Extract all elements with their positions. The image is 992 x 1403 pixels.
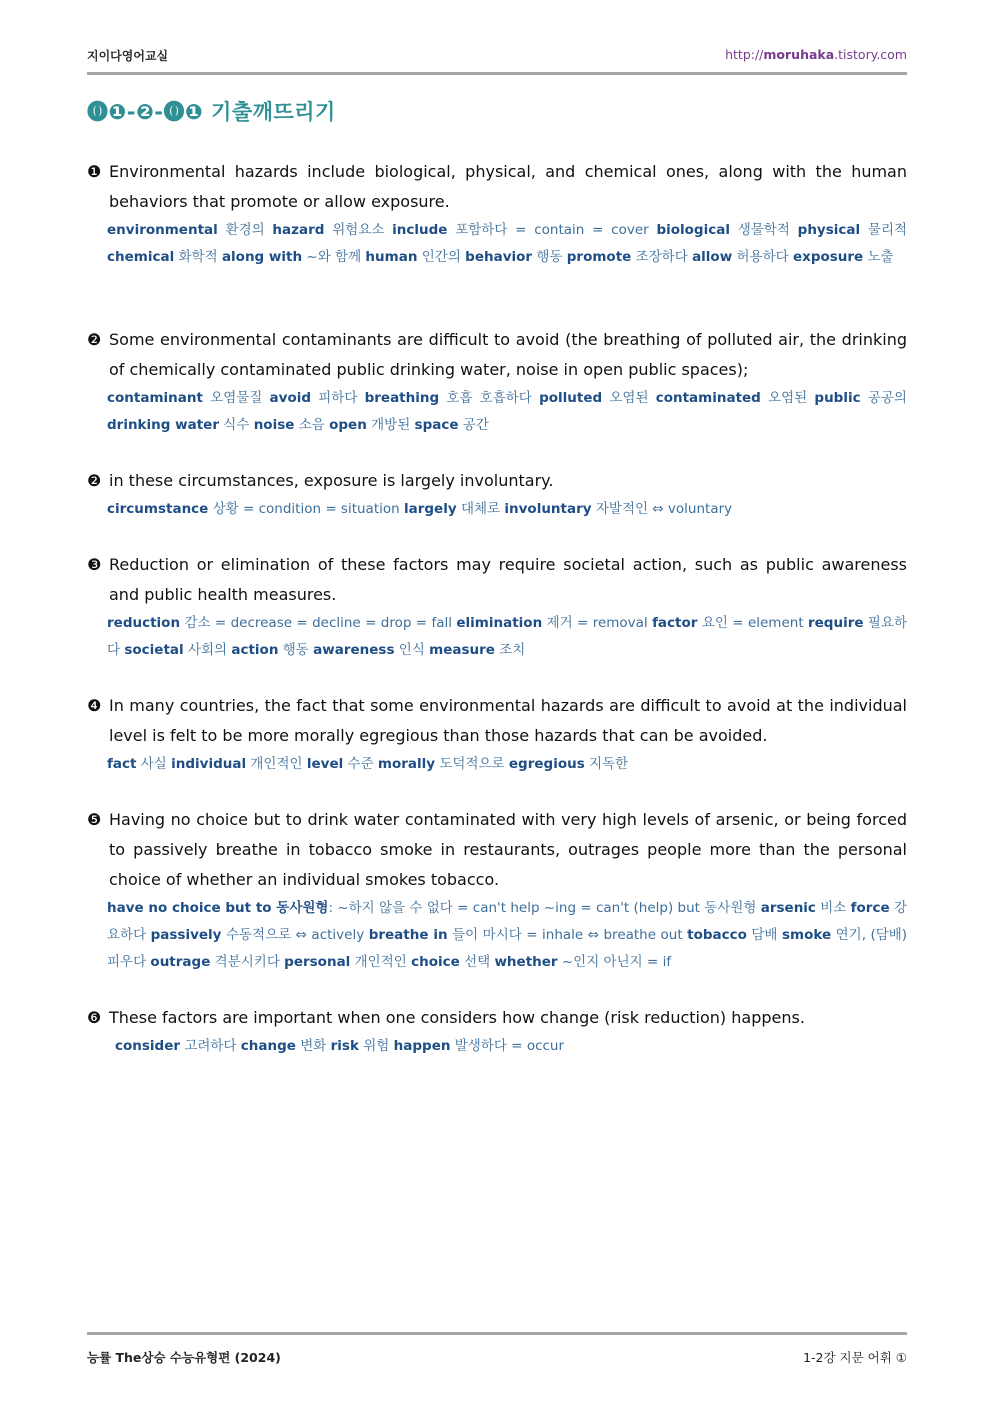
passage-item-1: [87, 157, 907, 271]
sentence-number: ❷: [87, 471, 102, 490]
vocab-term: personal: [284, 954, 351, 970]
vocab-term: largely: [404, 501, 457, 517]
sentence-text: Some environmental contaminants are difficult to avoid (the breathing of polluted air, the drinking of chemically contaminated public drinking water, noise in open public spaces);: [109, 330, 907, 379]
vocab-term: environmental: [107, 222, 218, 238]
sentence-number: ❻: [87, 1008, 102, 1027]
vocab-meaning: 조장하다: [635, 249, 688, 265]
vocab-meaning: 감소 = decrease = decline = drop = fall: [184, 615, 453, 631]
passage-item-4: [87, 550, 907, 664]
vocab-meaning: 허용하다: [736, 249, 789, 265]
footer-divider: [87, 1332, 907, 1335]
vocab-term: change: [240, 1038, 296, 1054]
vocab-meaning: 물리적: [867, 222, 908, 238]
vocab-term: contaminant: [107, 390, 203, 406]
vocab-meaning: 강요하다: [107, 900, 907, 943]
sentence-text: Reduction or elimination of these factors may require societal action, such as public awareness and public health measures.: [109, 555, 907, 604]
vocab-meaning: 수동적으로 ⇔ actively: [225, 927, 365, 943]
vocab-meaning: 들이 마시다 = inhale ⇔ breathe out: [452, 927, 683, 943]
vocab-meaning: 공공의: [867, 390, 907, 406]
vocab-term: choice: [411, 954, 460, 970]
url-domain: moruhaka: [763, 47, 835, 62]
vocab-term: passively: [150, 927, 222, 943]
vocab-term: awareness: [313, 642, 395, 658]
url-suffix: .tistory.com: [834, 47, 907, 62]
sentence-text: in these circumstances, exposure is largely involuntary.: [109, 471, 554, 490]
vocab-meaning: 필요하다: [107, 615, 908, 658]
vocab-meaning: 행동: [536, 249, 563, 265]
vocab-term: happen: [393, 1038, 451, 1054]
vocab-term: individual: [171, 756, 247, 772]
vocab-meaning: 지독한: [589, 756, 629, 772]
vocab-term: factor: [652, 615, 698, 631]
vocab-term: fact: [107, 756, 137, 772]
vocab-term: involuntary: [504, 501, 592, 517]
vocab-term: include: [392, 222, 448, 238]
vocab-term: breathing: [364, 390, 440, 406]
vocab-term: require: [807, 615, 864, 631]
vocab-term: force: [850, 900, 890, 916]
vocab-term: exposure: [792, 249, 864, 265]
vocab-list: [87, 751, 907, 778]
vocab-meaning: 비소: [820, 900, 847, 916]
vocab-term: behavior: [465, 249, 533, 265]
vocab-meaning: 오염물질: [210, 390, 263, 406]
vocab-term: elimination: [456, 615, 543, 631]
vocab-meaning: 연기, (담배)피우다: [107, 927, 908, 970]
vocab-term: action: [231, 642, 279, 658]
vocab-meaning: 피하다: [318, 390, 358, 406]
vocab-term: drinking water: [107, 417, 219, 433]
vocab-meaning: 자발적인 ⇔ voluntary: [595, 501, 733, 517]
vocab-term: space: [414, 417, 459, 433]
vocab-meaning: 담배: [751, 927, 778, 943]
vocab-meaning: 제거 = removal: [546, 615, 648, 631]
vocab-meaning: 화학적: [178, 249, 218, 265]
vocab-term: level: [306, 756, 344, 772]
vocab-meaning: 선택: [464, 954, 491, 970]
vocab-meaning: 인간의: [421, 249, 461, 265]
vocab-list: [87, 385, 907, 439]
vocab-term: reduction: [107, 615, 181, 631]
vocab-term: measure: [429, 642, 495, 658]
vocab-meaning: 변화: [300, 1038, 327, 1054]
vocab-term: whether: [494, 954, 558, 970]
vocab-meaning: 오염된: [609, 390, 649, 406]
vocab-meaning: 상황 = condition = situation: [212, 501, 400, 517]
sentence-number: ❹: [87, 696, 102, 715]
vocab-meaning: 도덕적으로: [439, 756, 505, 772]
passage-item-3: [87, 466, 907, 523]
vocab-term: societal: [124, 642, 184, 658]
vocab-term: outrage: [150, 954, 211, 970]
vocab-term: chemical: [107, 249, 175, 265]
vocab-term: open: [329, 417, 367, 433]
vocab-term: contaminated: [655, 390, 761, 406]
passage-item-5: [87, 691, 907, 778]
vocab-term: hazard: [272, 222, 325, 238]
vocab-meaning: ~와 함께: [306, 249, 362, 265]
vocab-term: noise: [253, 417, 295, 433]
vocab-term: human: [365, 249, 418, 265]
passage-item-2: [87, 325, 907, 439]
vocab-meaning: 발생하다 = occur: [454, 1038, 565, 1054]
footer-book-title: 능률 The상승 수능유형편 (2024): [87, 1350, 281, 1365]
vocab-term: public: [814, 390, 861, 406]
passage-item-7: [87, 1003, 907, 1060]
vocab-term: have no choice but to 동사원형: [107, 900, 329, 916]
sentence-number: ❸: [87, 555, 102, 574]
vocab-meaning: 개방된: [371, 417, 411, 433]
sentence-text: Having no choice but to drink water contaminated with very high levels of arsenic, or being forced to passively breathe in tobacco smoke in restaurants, outrages people more than the personal choice of whether an individual smokes tobacco.: [109, 810, 907, 889]
vocab-term: avoid: [269, 390, 312, 406]
vocab-term: smoke: [781, 927, 832, 943]
vocab-meaning: 행동: [282, 642, 309, 658]
vocab-meaning: 식수: [223, 417, 250, 433]
header-brand: 지이다영어교실: [87, 49, 169, 63]
vocab-term: morally: [377, 756, 436, 772]
vocab-meaning: 수준: [347, 756, 374, 772]
vocab-meaning: : ~하지 않을 수 없다 = can't help ~ing = can't (help) but 동사원형: [328, 900, 757, 916]
vocab-meaning: 오염된: [768, 390, 808, 406]
vocab-list: [87, 496, 907, 523]
vocab-list: [87, 895, 907, 976]
footer-section: 1-2강 지문 어휘 ①: [803, 1350, 907, 1365]
vocab-meaning: ~인지 아닌지 = if: [561, 954, 672, 970]
vocab-term: allow: [692, 249, 733, 265]
vocab-term: arsenic: [760, 900, 816, 916]
vocab-term: egregious: [508, 756, 585, 772]
vocab-term: breathe in: [368, 927, 448, 943]
sentence-number: ❶: [87, 162, 102, 181]
sentence-text: In many countries, the fact that some environmental hazards are difficult to avoid at the individual level is felt to be more morally egregious than those hazards that can be avoided.: [109, 696, 907, 745]
vocab-meaning: 소음: [298, 417, 325, 433]
vocab-meaning: 생물학적: [737, 222, 790, 238]
vocab-term: biological: [656, 222, 730, 238]
passage-item-6: [87, 805, 907, 976]
vocab-term: consider: [115, 1038, 181, 1054]
vocab-meaning: 위험: [363, 1038, 390, 1054]
vocab-meaning: 공간: [462, 417, 489, 433]
vocab-meaning: 고려하다: [184, 1038, 237, 1054]
vocab-meaning: 요인 = element: [701, 615, 804, 631]
vocab-list: [87, 217, 907, 271]
vocab-meaning: 개인적인: [354, 954, 407, 970]
sentence-text: These factors are important when one considers how change (risk reduction) happens.: [109, 1008, 805, 1027]
vocab-meaning: 호흡 호흡하다: [446, 390, 532, 406]
vocab-term: tobacco: [687, 927, 747, 943]
vocab-meaning: 대체로: [460, 501, 501, 517]
vocab-term: physical: [797, 222, 861, 238]
page-title: ⓿❶-❷-⓿❶ 기출깨뜨리기: [87, 100, 336, 124]
vocab-term: along with: [221, 249, 303, 265]
header-divider: [87, 72, 907, 75]
vocab-meaning: 포함하다 = contain = cover: [455, 222, 649, 238]
vocab-list: [87, 1033, 907, 1060]
vocab-term: risk: [330, 1038, 359, 1054]
vocab-meaning: 사회의: [187, 642, 228, 658]
page-header: [87, 44, 907, 74]
url-prefix: http://: [725, 47, 764, 62]
vocab-meaning: 사실: [140, 756, 172, 772]
header-url-link[interactable]: [725, 47, 907, 62]
vocab-meaning: 격분시키다: [214, 954, 280, 970]
vocab-meaning: 위험요소: [332, 222, 385, 238]
vocab-meaning: 노출: [867, 249, 894, 265]
vocab-meaning: 개인적인: [250, 756, 303, 772]
vocab-meaning: 조치: [499, 642, 526, 658]
sentence-number: ❺: [87, 810, 102, 829]
sentence-text: Environmental hazards include biological, physical, and chemical ones, along with the human behaviors that promote or allow exposure.: [109, 162, 907, 211]
vocab-term: circumstance: [107, 501, 209, 517]
vocab-term: polluted: [539, 390, 603, 406]
vocab-meaning: 환경의: [225, 222, 273, 238]
sentence-number: ❷: [87, 330, 102, 349]
vocab-term: promote: [566, 249, 632, 265]
vocab-list: [87, 610, 907, 664]
vocab-meaning: 인식: [398, 642, 425, 658]
